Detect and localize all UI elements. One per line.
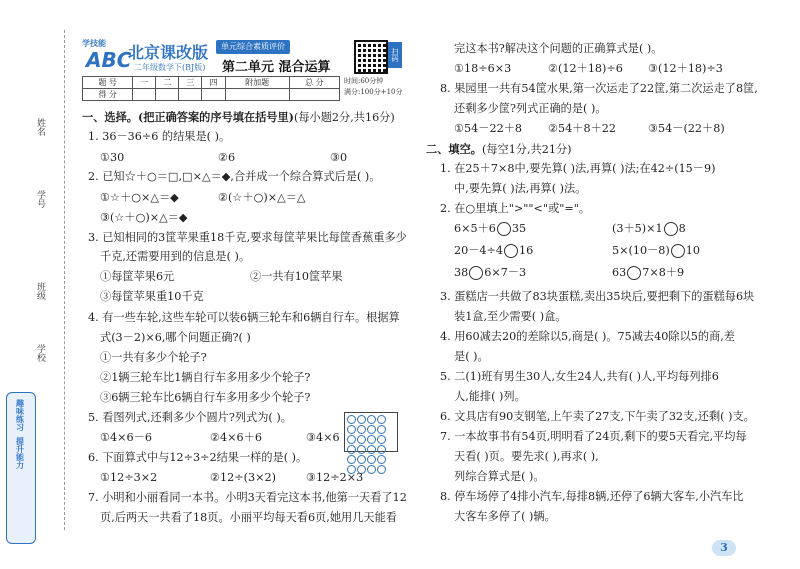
compare-left: 38 (454, 266, 469, 279)
q4-option-3[interactable]: ③6辆三轮车比6辆自行车多用多少个轮子? (100, 391, 311, 404)
section-2-note: (每空1分,共21分) (481, 143, 572, 156)
promo-banner (6, 392, 36, 544)
q6-option-3[interactable]: ③12÷2×3 (306, 471, 364, 484)
chip-circle-icon (367, 455, 376, 464)
fill-4-line-2: 是( )。 (454, 350, 489, 363)
q8-option-2[interactable]: ②54＋8＋22 (548, 122, 616, 135)
fill-7-line-2: 天看( )页。要先求( ),再求( ), (454, 450, 599, 463)
compare-circle[interactable] (671, 244, 685, 258)
compare-right: 8 (678, 222, 686, 235)
q6-option-2[interactable]: ②12÷(3×2) (210, 471, 276, 484)
fill-7-line-3: 列综合算式是( )。 (454, 470, 545, 483)
fill-3-line-1: 3. 蛋糕店一共做了83块蛋糕,卖出35块后,要把剩下的蛋糕每6块 (440, 290, 755, 303)
compare-left: 63 (612, 266, 627, 279)
chip-circle-icon (377, 435, 386, 444)
score-cell: 三 (179, 77, 202, 89)
question-4-line-2: 式(3－2)×6,哪个问题正确?( ) (100, 331, 251, 344)
binding-strip (0, 0, 78, 569)
compare-item (454, 266, 526, 280)
compare-right: 16 (519, 244, 534, 257)
fill-7-line-1: 7. 一本故事书有54页,明明看了24页,剩下的要5天看完,平均每 (440, 430, 747, 443)
circle-chips-figure (344, 412, 398, 452)
compare-item (454, 244, 533, 258)
q1-option-3[interactable]: ③0 (330, 151, 348, 164)
class-label: 班级 (35, 282, 45, 300)
chip-circle-icon (347, 445, 356, 454)
compare-circle[interactable] (664, 222, 678, 236)
q2-option-1[interactable]: ①☆＋○×△＝◆ (100, 191, 179, 204)
unit-title: 第二单元 混合运算 (222, 60, 331, 75)
q7-option-1[interactable]: ①18÷6×3 (454, 62, 512, 75)
publisher-logo (82, 38, 132, 72)
grade-label: 二年级数学下(BJ版) (134, 63, 206, 72)
promo-text-2: 提升能力 (15, 437, 26, 469)
section-1-note: (每小题2分,共16分) (293, 111, 395, 124)
compare-right: 10 (685, 244, 701, 257)
compare-right: 6×7－3 (484, 266, 527, 279)
score-input-cell[interactable] (289, 89, 339, 101)
school-label: 学校 (35, 344, 45, 362)
question-5: 5. 看图列式,还剩多少个圆片?列式为( )。 (88, 411, 292, 424)
score-cell: 一 (133, 77, 156, 89)
score-cell: 二 (156, 77, 179, 89)
compare-left: 5×(10－8) (612, 244, 670, 257)
question-8-line-2: 还剩多少筐?列式正确的是( )。 (454, 102, 607, 115)
chip-circle-icon (377, 415, 386, 424)
compare-left: 6×5＋6 (454, 222, 496, 235)
chip-circle-icon (357, 415, 366, 424)
chip-circle-icon (377, 465, 386, 474)
compare-item (612, 244, 700, 258)
score-table-value-row (83, 89, 340, 101)
q3-option-1[interactable]: ①每筐苹果6元 (100, 270, 175, 283)
score-table-header-row (83, 77, 340, 89)
q3-option-3[interactable]: ③每筐苹果重10千克 (100, 290, 204, 303)
section-1-title (82, 110, 395, 125)
fill-8-line-2: 大客车多停了( )辆。 (454, 510, 556, 523)
compare-right: 35 (511, 222, 527, 235)
promo-text-1: 趣味练习 (15, 399, 26, 431)
score-input-cell[interactable] (133, 89, 156, 101)
score-input-cell[interactable] (156, 89, 179, 101)
compare-circle[interactable] (504, 244, 518, 258)
logo-mark: ABC (86, 48, 132, 72)
score-cell: 总 分 (289, 77, 339, 89)
fill-1-line-1: 1. 在25＋7×8中,要先算( )法,再算( )法;在42÷(15－9) (440, 162, 716, 175)
chip-circle-icon (347, 455, 356, 464)
q4-option-1[interactable]: ①一共有多少个轮子? (100, 351, 207, 364)
score-cell: 四 (202, 77, 225, 89)
fill-3-line-2: 装1盒,至少需要( )盒。 (454, 310, 567, 323)
score-table (82, 76, 340, 101)
chip-circle-icon (377, 455, 386, 464)
chip-circle-icon (377, 445, 386, 454)
chip-circle-icon (357, 445, 366, 454)
name-label: 姓名 (35, 118, 45, 136)
compare-circle[interactable] (627, 266, 641, 280)
q5-option-1[interactable]: ①4×6－6 (100, 431, 152, 444)
question-8-line-1: 8. 果园里一共有54筐水果,第一次运走了22筐,第二次运走了8筐, (440, 82, 758, 95)
binding-cut-line (64, 30, 65, 530)
chip-circle-icon (347, 435, 356, 444)
q6-option-1[interactable]: ①12÷3×2 (100, 471, 158, 484)
chip-circle-icon (367, 425, 376, 434)
fill-1-line-2: 中,要先算( )法,再算( )法。 (454, 182, 587, 195)
exam-info (344, 76, 403, 98)
question-1: 1. 36－36÷6 的结果是( )。 (88, 130, 231, 143)
compare-item (612, 266, 684, 280)
page-number: 3 (712, 540, 736, 556)
brand-title: 北京课改版 (128, 43, 209, 62)
time-note: 时间:60分钟 (344, 77, 384, 85)
chip-circle-icon (357, 455, 366, 464)
chip-circle-icon (347, 425, 356, 434)
question-3-line-1: 3. 已知相同的3筐苹果重18千克,要求每筐苹果比每筐香蕉重多少 (88, 231, 407, 244)
score-cell: 得 分 (83, 89, 133, 101)
question-4-line-1: 4. 有一些车轮,这些车轮可以装6辆三轮车和6辆自行车。根据算 (88, 311, 400, 324)
q2-option-3[interactable]: ③(☆＋○)×△＝◆ (100, 211, 188, 224)
section-2-heading: 二、填空。 (426, 142, 482, 156)
q7-option-2[interactable]: ②(12＋18)÷6 (548, 62, 623, 75)
question-7-line-1: 7. 小明和小丽看同一本书。小明3天看完这本书,他第一天看了12 (88, 491, 407, 504)
question-3-line-2: 千克,还需要用到的信息是( )。 (100, 250, 251, 263)
chip-circle-icon (367, 415, 376, 424)
fill-8-line-1: 8. 停车场停了4排小汽车,每排8辆,还停了6辆大客车,小汽车比 (440, 490, 744, 503)
fill-4-line-1: 4. 用60减去20的差除以5,商是( )。75减去40除以5的商,差 (440, 330, 735, 343)
score-cell: 题 号 (83, 77, 133, 89)
compare-left: 20－4÷4 (454, 244, 504, 257)
logo-caption: 学技能 (82, 38, 106, 48)
compare-circle[interactable] (497, 222, 511, 236)
chip-circle-icon (357, 425, 366, 434)
compare-item (612, 222, 686, 236)
score-input-cell[interactable] (225, 89, 289, 101)
chip-circle-icon (377, 425, 386, 434)
q3-option-2[interactable]: ②一共有10筐苹果 (250, 270, 343, 283)
student-id-label: 学号 (35, 190, 45, 208)
q8-option-1[interactable]: ①54－22＋8 (454, 122, 522, 135)
score-input-cell[interactable] (179, 89, 202, 101)
question-2: 2. 已知☆＋○＝□,□×△＝◆,合并成一个综合算式后是( )。 (88, 170, 381, 183)
section-2-title (426, 142, 572, 157)
q4-option-2[interactable]: ②1辆三轮车比1辆自行车多用多少个轮子? (100, 371, 311, 384)
qr-code-icon[interactable] (354, 40, 388, 74)
compare-item (454, 222, 526, 236)
fill-5-line-2: 人,能排( )列。 (454, 390, 526, 403)
q1-option-2[interactable]: ②6 (218, 151, 236, 164)
q8-option-3[interactable]: ③54－(22＋8) (648, 122, 725, 135)
score-input-cell[interactable] (202, 89, 225, 101)
question-7-line-3: 完这本书?解决这个问题的正确算式是( )。 (454, 42, 663, 55)
compare-right: 7×8＋9 (642, 266, 685, 279)
q7-option-3[interactable]: ③(12＋18)÷3 (648, 62, 723, 75)
question-7-line-2: 页,后两天一共看了18页。小丽平均每天看6页,她用几天能看 (100, 511, 397, 524)
question-6: 6. 下面算式中与12÷3÷2结果一样的是( )。 (88, 451, 308, 464)
fill-5-line-1: 5. 二(1)班有男生30人,女生24人,共有( )人,平均每列排6 (440, 370, 719, 383)
chip-circle-icon (357, 435, 366, 444)
chip-circle-icon (367, 435, 376, 444)
section-1-heading: 一、选择。(把正确答案的序号填在括号里) (82, 110, 294, 124)
score-cell: 附加题 (225, 77, 289, 89)
assessment-badge: 单元综合素质评价 (216, 40, 290, 54)
fill-2: 2. 在○里填上">""<"或"="。 (440, 202, 591, 215)
full-score-note: 满分:100分+10分 (344, 88, 403, 96)
chip-circle-icon (367, 445, 376, 454)
fill-6: 6. 文具店有90支钢笔,上午卖了27支,下午卖了32支,还剩( )支。 (440, 410, 755, 423)
q5-option-3[interactable]: ③4×6 (306, 431, 340, 444)
compare-left: (3＋5)×1 (612, 222, 663, 235)
compare-circle[interactable] (469, 266, 483, 280)
chip-circle-icon (347, 415, 356, 424)
q1-option-1[interactable]: ①30 (100, 151, 125, 164)
q2-option-2[interactable]: ②(☆＋○)×△＝△ (218, 191, 306, 204)
chip-circle-icon (367, 465, 376, 474)
qr-label: 扫码 (388, 42, 402, 68)
q5-option-2[interactable]: ②4×6＋6 (210, 431, 262, 444)
